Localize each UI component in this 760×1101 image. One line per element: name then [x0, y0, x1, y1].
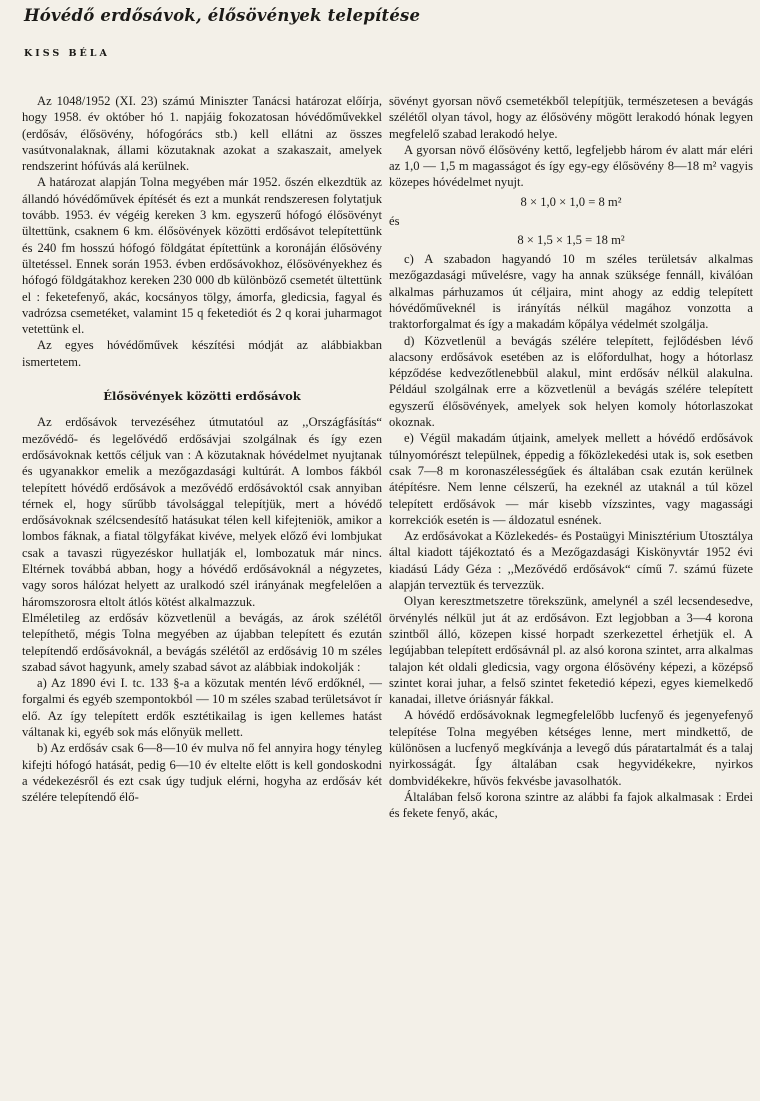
- paragraph: Az egyes hóvédőművek készítési módját az alábbiakban ismertetem.: [22, 338, 382, 369]
- formula: 8 × 1,5 × 1,5 = 18 m²: [517, 233, 625, 248]
- connector-text: és: [389, 213, 400, 228]
- paragraph: c) A szabadon hagyandó 10 m széles területsáv alkalmas mezőgazdasági művelésre, vagy ha annak szüksége fennáll, kiválóan alkalmas párhuzamos út céljaira, mint ahogy az eddig telepített hóvédőműveknél is irányítás nélkül magához vonzotta a traktorforgalmat és így a makadám kőpálya védelmét szolgálja.: [389, 252, 753, 332]
- paragraph: Az 1048/1952 (XI. 23) számú Miniszter Tanácsi határozat előírja, hogy 1958. év október hó 1. napjáig fokozatosan hóvédőművekkel (erdősáv, élősövény, hófogórács stb.) kell ellátni az összes vasútvonalaknak, állami közutaknak azokat a szakaszait, amelyek rendszerint hófúvás alá kerülnek.: [22, 94, 382, 174]
- paragraph: e) Végül makadám útjaink, amelyek mellett a hóvédő erdősávok túlnyomórészt települnek, éppedig a főközlekedési utak is, sok esetben csak 7—8 m koronaszélességűek és általában csak ezután kerülnek átépítésre. Nem lenne célszerű, ha ezeknél az utaknál a túl közel telepített erdősávok — már kisebb vízszintes, vagy magassági korrekciók esetén is — áldozatul esnének.: [389, 431, 753, 527]
- paragraph: a) Az 1890 évi I. tc. 133 §-a a közutak mentén lévő erdőknél, — forgalmi és egyéb szempontokból — 10 m széles szabad területsávot ír elő. Az így telepített erdők esztétikailag is igen kellemes hatást váltanak ki, egyéb sok más előnyük mellett.: [22, 676, 382, 739]
- paragraph: b) Az erdősáv csak 6—8—10 év mulva nő fel annyira hogy tényleg kifejti hófogó hatását, pedig 6—10 év eltelte előtt is kell gondoskodni a védekezésről és ezt csak úgy tudjuk elérni, hogyha az erdősáv két szélére telepítendő élő-: [22, 741, 382, 805]
- paragraph: Általában felső korona szintre az alábbi fa fajok alkalmasak : Erdei és fekete fenyő, akác,: [389, 789, 753, 821]
- formula: 8 × 1,0 × 1,0 = 8 m²: [520, 194, 622, 209]
- paragraph: d) Közvetlenül a bevágás szélére telepített, fejlődésben lévő alacsony erdősávok esetében az is előfordulhat, hogy a hótorlasz képződése kedvezőtlenebbül alakul, mint erdősáv nélkül alakulna. Például szolgálnak erre a közvetlenül a bevágás szélére telepített egyszerű élősövények, amelyek sok helyen komoly hótorlaszokat okoznak.: [389, 333, 753, 430]
- paragraph: A hóvédő erdősávoknak legmegfelelőbb lucfenyő és jegenyefenyő telepítése Tolna megyében kétséges lenne, mert mindkettő, de különösen a lucfenyő megkívánja a levegő dús páratartalmát és a talaj nyirkosságát. Így általában csak hegyvidékekre, nyirkos dombvidékekre, hűvös fekvésbe javasolhatók.: [389, 708, 753, 788]
- paragraph: A gyorsan növő élősövény kettő, legfeljebb három év alatt már eléri az 1,0 — 1,5 m magasságot és így egy-egy élősövény 8—18 m² vagyis közepes hóvédelmet nyujt.: [389, 142, 753, 190]
- left-column: [22, 93, 382, 805]
- right-column: [389, 93, 753, 821]
- paragraph: Az erdősávok tervezéséhez útmutatóul az ,,Országfásítás“ mezővédő- és legelővédő erdősávjai szolgálnak és így ezen erdősávoknak kettős céljuk van : A közutaknak hóvédelmet nyujtanak és ugyanakkor emelik a mezőgazdasági kultúrát. A lombos fákból telepített hóvédő erdősávok a mezővédő erdősávoktól csak annyiban térnek el, hogy sűrűbb távolsággal telepítjük, mert a hóvédő erdősávoknak szélcsendesítő hatásukat télen kell kifejteniök, amikor a lombos fáknak, a fiatal tölgyfákat kivéve, melyek előző évi lombjukat csak a tavaszi rügyezéskor hullatják el, lombozatuk már nincs. Eltérnek továbbá abban, hogy a hóvédő erdősávoknál a négyzetes, vagy soros hálózat helyett az uralkodó szél irányának megfelelően a háromszorosra eltolt átlós kötést alkalmazzuk.: [22, 415, 382, 609]
- paragraph: A határozat alapján Tolna megyében már 1952. őszén elkezdtük az állandó hóvédőművek építését és ezt a munkát rendszeresen folytatjuk tovább. 1953. év végéig kereken 3 km. egyszerű hófogó élősövényt ültettünk, csaknem 6 km. élősövények közötti erdősávot telepítettünk és 240 fm hosszú hófogó földgátat építettünk a koronáján élősövény ültetéssel. Ennek során 1953. évben erdősávokhoz, élősövényekhez és hófogó földgátakhoz kereken 230 000 db különböző csemetét ültettünk el : feketefenyő, akác, kocsányos tölgy, ámorfa, gledicsia, fagyal és vadrózsa csemetéket, valamint 15 q feketediót és 2 q korai juharmagot vetettünk el.: [22, 175, 382, 337]
- paragraph: Elméletileg az erdősáv közvetlenül a bevágás, az árok szélétől telepíthető, mégis Tolna megyében az újabban telepített és ezután telepítendő erdősávoknál, a bevágás szélétől az erdősávig 10 m széles szabad sávot hagyunk, amely szabad sávot az alábbiak indokolják :: [22, 610, 382, 674]
- article-title: Hóvédő erdősávok, élősövények telepítése: [24, 6, 421, 25]
- section-heading: Élősövények közötti erdősávok: [103, 389, 301, 404]
- paragraph: Az erdősávokat a Közlekedés- és Postaügyi Minisztérium Utosztálya által kiadott tájékoztató és a Mezőgazdasági Kiskönyvtár 1952 évi kiadású Lády Géza : ,,Mezővédő erdősávok“ című 7. számú füzete alapján terveztük és tervezzük.: [389, 529, 753, 593]
- paragraph: Olyan keresztmetszetre törekszünk, amelynél a szél lecsendesedve, örvénylés nélkül jut át az erdősávon. Ezt legjobban a 3—4 korona szintből álló, közepen kissé horpadt szerkezettel érhetjük el. A legújabban telepített erdősávnál pl. az alsó korona szintet, arra alkalmas talajon két oldali gledicsia, vagy orgona élősövény képezi, a középső szintet korai juhar, a felső szintet feketedió képezi, egyes kiemelkedő kanadai, illetve óriásnyár fákkal.: [389, 594, 753, 707]
- paragraph: sövényt gyorsan növő csemetékből telepítjük, természetesen a bevágás szélétől olyan távol, hogy az élősövény mögött lerakodó hónak legyen megfelelő szabad lerakodó helye.: [389, 94, 753, 141]
- article-author: KISS BÉLA: [24, 48, 110, 59]
